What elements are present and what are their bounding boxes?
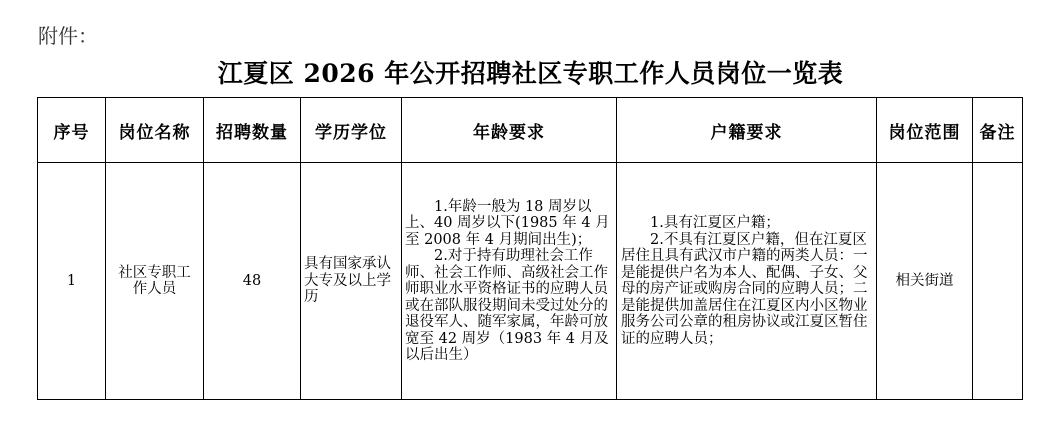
attachment-label: 附件： (38, 24, 98, 48)
hukou-requirement-2: 2.不具有江夏区户籍，但在江夏区居住且具有武汉市户籍的两类人员：一是能提供户名为本人、配偶、子女、父母的房产证或购房合同的应聘人员；二是能提供加盖居住在江夏区内小区物业服务公司公章的租房协议或江夏区暂住证的应聘人员； (621, 231, 868, 347)
header-remarks: 备注 (973, 98, 1023, 163)
cell-remarks (973, 163, 1023, 400)
document-title: 江夏区 2026 年公开招聘社区专职工作人员岗位一览表 (217, 59, 844, 88)
age-requirement-1: 1.年龄一般为 18 周岁以上、40 周岁以下(1985 年 4 月至 2008 年 4 月期间出生)； (405, 198, 610, 248)
table-header-row (38, 98, 1023, 163)
hukou-requirement-1: 1.具有江夏区户籍； (650, 215, 780, 231)
header-age: 年龄要求 (402, 98, 617, 163)
cell-position-name: 社区专职工作人员 (106, 163, 204, 400)
header-education: 学历学位 (301, 98, 402, 163)
header-scope: 岗位范围 (877, 98, 973, 163)
positions-table (37, 97, 1023, 400)
cell-headcount: 48 (204, 163, 301, 400)
header-seq: 序号 (38, 98, 106, 163)
cell-education: 具有国家承认大专及以上学历 (301, 163, 402, 400)
age-requirement-2: 2.对于持有助理社会工作师、社会工作师、高级社会工作师职业水平资格证书的应聘人员或在部队服役期间未受过处分的退役军人、随军家属，年龄可放宽至 42 周岁（1983 年 4 月及以后出生） (405, 248, 609, 363)
header-position-name: 岗位名称 (106, 98, 204, 163)
cell-age (402, 163, 617, 400)
cell-seq: 1 (38, 163, 106, 400)
cell-hukou (617, 163, 877, 400)
table-row (38, 163, 1023, 400)
cell-scope: 相关街道 (877, 163, 973, 400)
header-hukou: 户籍要求 (617, 98, 877, 163)
header-headcount: 招聘数量 (204, 98, 301, 163)
